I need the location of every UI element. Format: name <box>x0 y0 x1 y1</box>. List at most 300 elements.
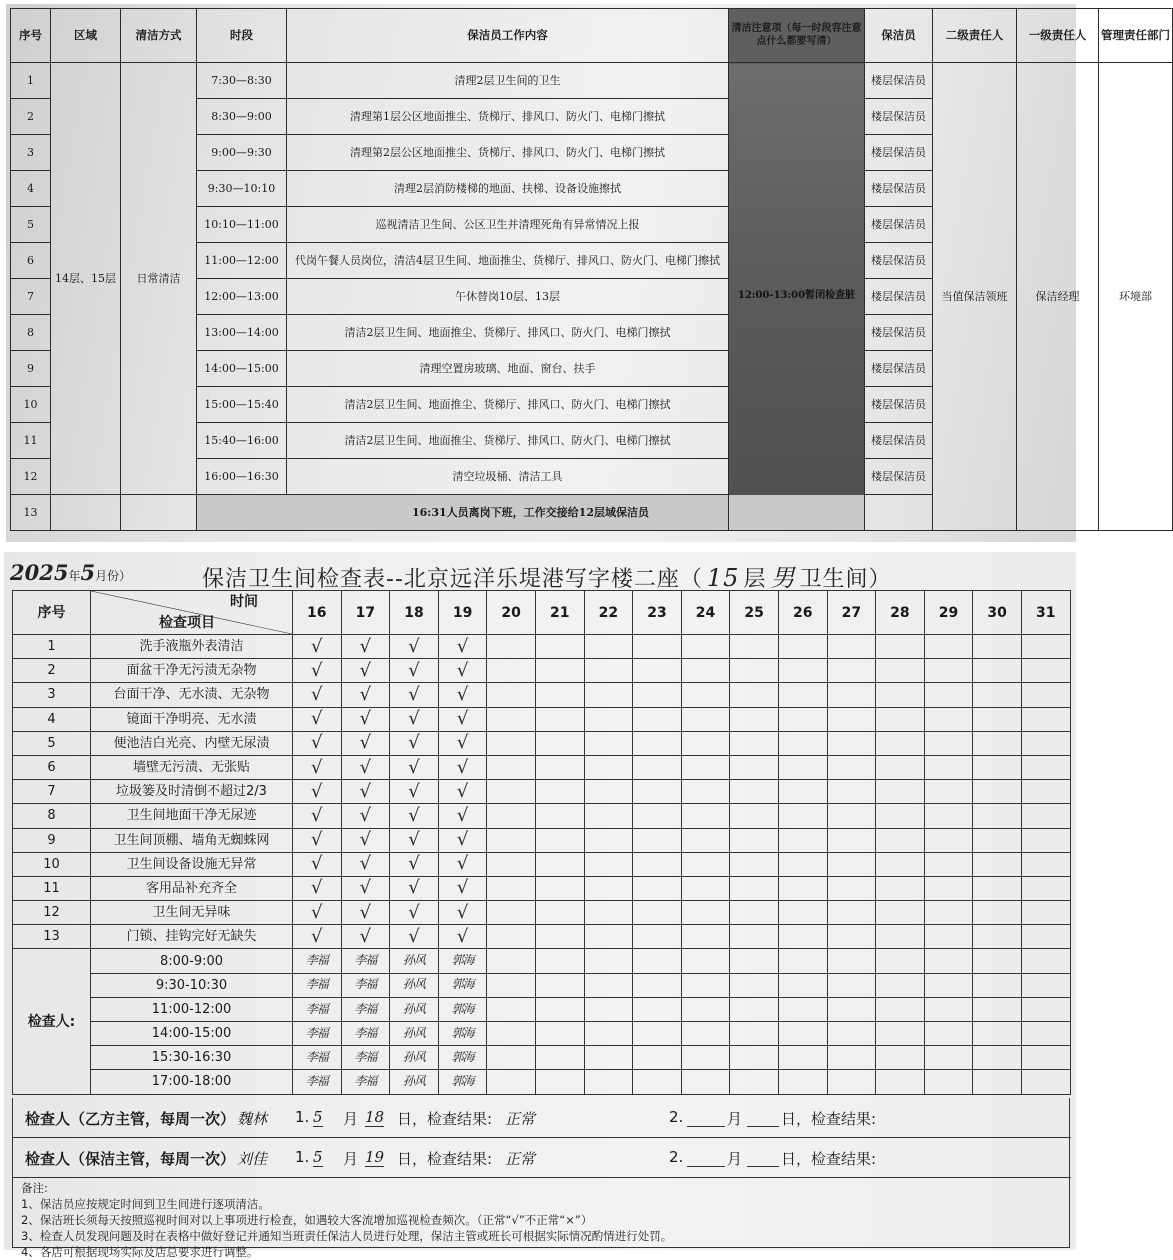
check-cell[interactable] <box>1021 635 1070 659</box>
check-cell[interactable] <box>487 852 536 876</box>
signature-cell[interactable] <box>487 949 536 973</box>
check-cell[interactable] <box>293 925 342 949</box>
check-cell[interactable] <box>438 804 487 828</box>
signature-cell[interactable] <box>827 1046 876 1070</box>
check-cell[interactable] <box>681 804 730 828</box>
check-cell[interactable] <box>730 852 779 876</box>
check-cell[interactable] <box>778 707 827 731</box>
signature-cell[interactable] <box>973 1022 1022 1046</box>
check-cell[interactable] <box>633 828 682 852</box>
review1-month2-field[interactable] <box>687 1108 725 1127</box>
signature-cell[interactable] <box>487 1070 536 1094</box>
check-cell[interactable] <box>341 755 390 779</box>
check-cell[interactable] <box>293 635 342 659</box>
check-cell[interactable] <box>778 755 827 779</box>
signature-cell[interactable] <box>633 1070 682 1094</box>
check-cell[interactable] <box>827 659 876 683</box>
check-cell[interactable] <box>827 828 876 852</box>
check-cell[interactable] <box>584 659 633 683</box>
check-cell[interactable] <box>487 901 536 925</box>
check-cell[interactable] <box>973 804 1022 828</box>
check-cell[interactable] <box>1021 828 1070 852</box>
check-cell[interactable] <box>438 901 487 925</box>
signature-cell[interactable] <box>535 973 584 997</box>
signature-cell[interactable] <box>924 1046 973 1070</box>
review1-signature[interactable]: 魏林 <box>237 1110 268 1128</box>
check-cell[interactable] <box>973 852 1022 876</box>
check-cell[interactable] <box>535 683 584 707</box>
check-cell[interactable] <box>293 852 342 876</box>
check-cell[interactable] <box>293 780 342 804</box>
check-cell[interactable] <box>633 635 682 659</box>
check-cell[interactable] <box>390 804 439 828</box>
check-cell[interactable] <box>730 755 779 779</box>
check-cell[interactable] <box>535 659 584 683</box>
check-cell[interactable] <box>778 852 827 876</box>
signature-cell[interactable] <box>924 1022 973 1046</box>
check-cell[interactable] <box>487 755 536 779</box>
check-cell[interactable] <box>633 659 682 683</box>
check-cell[interactable] <box>827 804 876 828</box>
check-cell[interactable] <box>341 925 390 949</box>
check-cell[interactable] <box>584 828 633 852</box>
check-cell[interactable] <box>778 925 827 949</box>
check-cell[interactable] <box>341 804 390 828</box>
signature-cell[interactable] <box>438 949 487 973</box>
check-cell[interactable] <box>876 804 925 828</box>
check-cell[interactable] <box>390 755 439 779</box>
check-cell[interactable] <box>438 731 487 755</box>
check-cell[interactable] <box>973 731 1022 755</box>
check-cell[interactable] <box>341 659 390 683</box>
check-cell[interactable] <box>535 707 584 731</box>
check-cell[interactable] <box>535 876 584 900</box>
check-cell[interactable] <box>1021 901 1070 925</box>
check-cell[interactable] <box>681 683 730 707</box>
check-cell[interactable] <box>730 804 779 828</box>
check-cell[interactable] <box>535 925 584 949</box>
check-cell[interactable] <box>633 707 682 731</box>
signature-cell[interactable] <box>293 1070 342 1094</box>
check-cell[interactable] <box>487 683 536 707</box>
check-cell[interactable] <box>973 683 1022 707</box>
check-cell[interactable] <box>535 901 584 925</box>
signature-cell[interactable] <box>584 949 633 973</box>
review1-month[interactable]: 5 <box>313 1108 323 1126</box>
check-cell[interactable] <box>487 925 536 949</box>
signature-cell[interactable] <box>341 949 390 973</box>
check-cell[interactable] <box>1021 659 1070 683</box>
signature-cell[interactable] <box>730 997 779 1021</box>
check-cell[interactable] <box>535 635 584 659</box>
check-cell[interactable] <box>535 755 584 779</box>
check-cell[interactable] <box>973 659 1022 683</box>
check-cell[interactable] <box>535 804 584 828</box>
signature-cell[interactable] <box>973 973 1022 997</box>
signature-cell[interactable] <box>1021 1070 1070 1094</box>
signature-cell[interactable] <box>535 1022 584 1046</box>
signature-cell[interactable] <box>293 1046 342 1070</box>
check-cell[interactable] <box>390 731 439 755</box>
check-cell[interactable] <box>730 901 779 925</box>
signature-cell[interactable] <box>487 973 536 997</box>
signature-cell[interactable] <box>778 973 827 997</box>
review2-signature[interactable]: 刘佳 <box>237 1150 268 1168</box>
signature-cell[interactable] <box>438 1022 487 1046</box>
signature-cell[interactable] <box>1021 1022 1070 1046</box>
check-cell[interactable] <box>390 683 439 707</box>
check-cell[interactable] <box>1021 852 1070 876</box>
check-cell[interactable] <box>730 876 779 900</box>
check-cell[interactable] <box>876 707 925 731</box>
check-cell[interactable] <box>876 683 925 707</box>
signature-cell[interactable] <box>827 1070 876 1094</box>
check-cell[interactable] <box>584 901 633 925</box>
check-cell[interactable] <box>293 683 342 707</box>
check-cell[interactable] <box>584 731 633 755</box>
check-cell[interactable] <box>390 925 439 949</box>
check-cell[interactable] <box>973 780 1022 804</box>
signature-cell[interactable] <box>778 1022 827 1046</box>
signature-cell[interactable] <box>390 1022 439 1046</box>
check-cell[interactable] <box>390 707 439 731</box>
signature-cell[interactable] <box>827 949 876 973</box>
signature-cell[interactable] <box>584 997 633 1021</box>
check-cell[interactable] <box>876 876 925 900</box>
check-cell[interactable] <box>584 852 633 876</box>
signature-cell[interactable] <box>438 973 487 997</box>
check-cell[interactable] <box>876 659 925 683</box>
signature-cell[interactable] <box>293 949 342 973</box>
signature-cell[interactable] <box>487 1022 536 1046</box>
signature-cell[interactable] <box>778 1070 827 1094</box>
signature-cell[interactable] <box>584 1046 633 1070</box>
signature-cell[interactable] <box>681 949 730 973</box>
check-cell[interactable] <box>730 780 779 804</box>
check-cell[interactable] <box>924 707 973 731</box>
check-cell[interactable] <box>924 852 973 876</box>
check-cell[interactable] <box>681 659 730 683</box>
check-cell[interactable] <box>390 635 439 659</box>
check-cell[interactable] <box>438 659 487 683</box>
check-cell[interactable] <box>390 876 439 900</box>
check-cell[interactable] <box>681 755 730 779</box>
check-cell[interactable] <box>1021 876 1070 900</box>
signature-cell[interactable] <box>390 1070 439 1094</box>
check-cell[interactable] <box>438 755 487 779</box>
check-cell[interactable] <box>293 731 342 755</box>
check-cell[interactable] <box>584 683 633 707</box>
check-cell[interactable] <box>633 876 682 900</box>
signature-cell[interactable] <box>341 997 390 1021</box>
signature-cell[interactable] <box>1021 997 1070 1021</box>
check-cell[interactable] <box>487 707 536 731</box>
signature-cell[interactable] <box>293 1022 342 1046</box>
check-cell[interactable] <box>487 635 536 659</box>
review2-day[interactable]: 19 <box>365 1148 385 1166</box>
check-cell[interactable] <box>827 755 876 779</box>
check-cell[interactable] <box>730 683 779 707</box>
check-cell[interactable] <box>438 852 487 876</box>
signature-cell[interactable] <box>535 997 584 1021</box>
signature-cell[interactable] <box>535 949 584 973</box>
check-cell[interactable] <box>973 925 1022 949</box>
check-cell[interactable] <box>1021 707 1070 731</box>
check-cell[interactable] <box>973 707 1022 731</box>
signature-cell[interactable] <box>633 949 682 973</box>
check-cell[interactable] <box>681 635 730 659</box>
check-cell[interactable] <box>730 659 779 683</box>
check-cell[interactable] <box>633 755 682 779</box>
check-cell[interactable] <box>584 780 633 804</box>
check-cell[interactable] <box>584 707 633 731</box>
signature-cell[interactable] <box>876 1070 925 1094</box>
check-cell[interactable] <box>827 876 876 900</box>
signature-cell[interactable] <box>778 949 827 973</box>
signature-cell[interactable] <box>293 997 342 1021</box>
check-cell[interactable] <box>584 755 633 779</box>
check-cell[interactable] <box>973 828 1022 852</box>
check-cell[interactable] <box>487 780 536 804</box>
check-cell[interactable] <box>827 635 876 659</box>
signature-cell[interactable] <box>438 1046 487 1070</box>
check-cell[interactable] <box>730 707 779 731</box>
check-cell[interactable] <box>487 731 536 755</box>
check-cell[interactable] <box>584 804 633 828</box>
signature-cell[interactable] <box>681 997 730 1021</box>
check-cell[interactable] <box>924 828 973 852</box>
signature-cell[interactable] <box>584 1022 633 1046</box>
check-cell[interactable] <box>827 852 876 876</box>
check-cell[interactable] <box>390 901 439 925</box>
check-cell[interactable] <box>1021 804 1070 828</box>
check-cell[interactable] <box>633 852 682 876</box>
signature-cell[interactable] <box>730 1070 779 1094</box>
check-cell[interactable] <box>924 876 973 900</box>
signature-cell[interactable] <box>438 1070 487 1094</box>
signature-cell[interactable] <box>293 973 342 997</box>
check-cell[interactable] <box>730 925 779 949</box>
signature-cell[interactable] <box>438 997 487 1021</box>
review1-day2-field[interactable] <box>747 1108 779 1127</box>
signature-cell[interactable] <box>633 973 682 997</box>
check-cell[interactable] <box>924 683 973 707</box>
check-cell[interactable] <box>535 780 584 804</box>
signature-cell[interactable] <box>535 1070 584 1094</box>
check-cell[interactable] <box>293 828 342 852</box>
signature-cell[interactable] <box>681 1070 730 1094</box>
check-cell[interactable] <box>633 925 682 949</box>
review1-day[interactable]: 18 <box>365 1108 385 1126</box>
check-cell[interactable] <box>584 635 633 659</box>
check-cell[interactable] <box>293 876 342 900</box>
check-cell[interactable] <box>341 707 390 731</box>
check-cell[interactable] <box>341 852 390 876</box>
check-cell[interactable] <box>1021 755 1070 779</box>
review2-month2-field[interactable] <box>687 1148 725 1167</box>
check-cell[interactable] <box>681 828 730 852</box>
signature-cell[interactable] <box>633 1022 682 1046</box>
check-cell[interactable] <box>487 659 536 683</box>
check-cell[interactable] <box>633 731 682 755</box>
check-cell[interactable] <box>293 755 342 779</box>
check-cell[interactable] <box>1021 780 1070 804</box>
signature-cell[interactable] <box>973 949 1022 973</box>
signature-cell[interactable] <box>827 997 876 1021</box>
signature-cell[interactable] <box>390 973 439 997</box>
signature-cell[interactable] <box>827 1022 876 1046</box>
check-cell[interactable] <box>681 925 730 949</box>
check-cell[interactable] <box>633 780 682 804</box>
review2-result[interactable]: 正常 <box>505 1150 536 1168</box>
signature-cell[interactable] <box>730 949 779 973</box>
check-cell[interactable] <box>438 925 487 949</box>
check-cell[interactable] <box>778 731 827 755</box>
review2-month[interactable]: 5 <box>313 1148 323 1166</box>
check-cell[interactable] <box>876 925 925 949</box>
check-cell[interactable] <box>1021 925 1070 949</box>
check-cell[interactable] <box>293 659 342 683</box>
check-cell[interactable] <box>341 683 390 707</box>
signature-cell[interactable] <box>390 997 439 1021</box>
review2-day2-field[interactable] <box>747 1148 779 1167</box>
check-cell[interactable] <box>827 925 876 949</box>
signature-cell[interactable] <box>730 1046 779 1070</box>
check-cell[interactable] <box>633 683 682 707</box>
check-cell[interactable] <box>341 731 390 755</box>
check-cell[interactable] <box>730 635 779 659</box>
check-cell[interactable] <box>487 828 536 852</box>
check-cell[interactable] <box>924 755 973 779</box>
signature-cell[interactable] <box>924 1070 973 1094</box>
signature-cell[interactable] <box>341 973 390 997</box>
signature-cell[interactable] <box>487 1046 536 1070</box>
signature-cell[interactable] <box>390 1046 439 1070</box>
check-cell[interactable] <box>487 804 536 828</box>
check-cell[interactable] <box>438 635 487 659</box>
check-cell[interactable] <box>827 901 876 925</box>
check-cell[interactable] <box>827 780 876 804</box>
check-cell[interactable] <box>293 707 342 731</box>
check-cell[interactable] <box>827 707 876 731</box>
check-cell[interactable] <box>876 755 925 779</box>
check-cell[interactable] <box>876 901 925 925</box>
check-cell[interactable] <box>973 635 1022 659</box>
signature-cell[interactable] <box>730 1022 779 1046</box>
signature-cell[interactable] <box>924 973 973 997</box>
signature-cell[interactable] <box>876 1022 925 1046</box>
signature-cell[interactable] <box>341 1070 390 1094</box>
check-cell[interactable] <box>390 828 439 852</box>
signature-cell[interactable] <box>633 997 682 1021</box>
check-cell[interactable] <box>341 635 390 659</box>
check-cell[interactable] <box>341 780 390 804</box>
signature-cell[interactable] <box>778 997 827 1021</box>
signature-cell[interactable] <box>730 973 779 997</box>
check-cell[interactable] <box>778 683 827 707</box>
check-cell[interactable] <box>584 925 633 949</box>
check-cell[interactable] <box>778 659 827 683</box>
signature-cell[interactable] <box>973 997 1022 1021</box>
check-cell[interactable] <box>390 780 439 804</box>
check-cell[interactable] <box>876 635 925 659</box>
signature-cell[interactable] <box>633 1046 682 1070</box>
check-cell[interactable] <box>681 901 730 925</box>
check-cell[interactable] <box>681 780 730 804</box>
check-cell[interactable] <box>778 780 827 804</box>
signature-cell[interactable] <box>973 1046 1022 1070</box>
signature-cell[interactable] <box>487 997 536 1021</box>
check-cell[interactable] <box>827 683 876 707</box>
signature-cell[interactable] <box>535 1046 584 1070</box>
signature-cell[interactable] <box>681 1046 730 1070</box>
signature-cell[interactable] <box>1021 949 1070 973</box>
signature-cell[interactable] <box>681 973 730 997</box>
check-cell[interactable] <box>876 828 925 852</box>
check-cell[interactable] <box>535 731 584 755</box>
signature-cell[interactable] <box>341 1022 390 1046</box>
check-cell[interactable] <box>487 876 536 900</box>
check-cell[interactable] <box>778 635 827 659</box>
check-cell[interactable] <box>876 852 925 876</box>
check-cell[interactable] <box>924 731 973 755</box>
signature-cell[interactable] <box>876 973 925 997</box>
signature-cell[interactable] <box>876 949 925 973</box>
check-cell[interactable] <box>924 925 973 949</box>
check-cell[interactable] <box>827 731 876 755</box>
signature-cell[interactable] <box>778 1046 827 1070</box>
signature-cell[interactable] <box>876 1046 925 1070</box>
check-cell[interactable] <box>924 780 973 804</box>
check-cell[interactable] <box>633 901 682 925</box>
check-cell[interactable] <box>973 755 1022 779</box>
check-cell[interactable] <box>438 707 487 731</box>
check-cell[interactable] <box>584 876 633 900</box>
check-cell[interactable] <box>438 828 487 852</box>
check-cell[interactable] <box>535 852 584 876</box>
signature-cell[interactable] <box>341 1046 390 1070</box>
check-cell[interactable] <box>924 901 973 925</box>
check-cell[interactable] <box>924 659 973 683</box>
check-cell[interactable] <box>778 901 827 925</box>
signature-cell[interactable] <box>924 949 973 973</box>
check-cell[interactable] <box>390 852 439 876</box>
check-cell[interactable] <box>1021 683 1070 707</box>
check-cell[interactable] <box>681 707 730 731</box>
check-cell[interactable] <box>438 780 487 804</box>
signature-cell[interactable] <box>1021 1046 1070 1070</box>
check-cell[interactable] <box>341 828 390 852</box>
check-cell[interactable] <box>293 901 342 925</box>
signature-cell[interactable] <box>876 997 925 1021</box>
check-cell[interactable] <box>876 731 925 755</box>
check-cell[interactable] <box>681 876 730 900</box>
signature-cell[interactable] <box>924 997 973 1021</box>
check-cell[interactable] <box>924 635 973 659</box>
signature-cell[interactable] <box>973 1070 1022 1094</box>
check-cell[interactable] <box>681 731 730 755</box>
check-cell[interactable] <box>438 876 487 900</box>
check-cell[interactable] <box>973 901 1022 925</box>
signature-cell[interactable] <box>584 1070 633 1094</box>
check-cell[interactable] <box>1021 731 1070 755</box>
signature-cell[interactable] <box>584 973 633 997</box>
check-cell[interactable] <box>535 828 584 852</box>
signature-cell[interactable] <box>1021 973 1070 997</box>
check-cell[interactable] <box>438 683 487 707</box>
check-cell[interactable] <box>681 852 730 876</box>
review1-result[interactable]: 正常 <box>505 1110 536 1128</box>
